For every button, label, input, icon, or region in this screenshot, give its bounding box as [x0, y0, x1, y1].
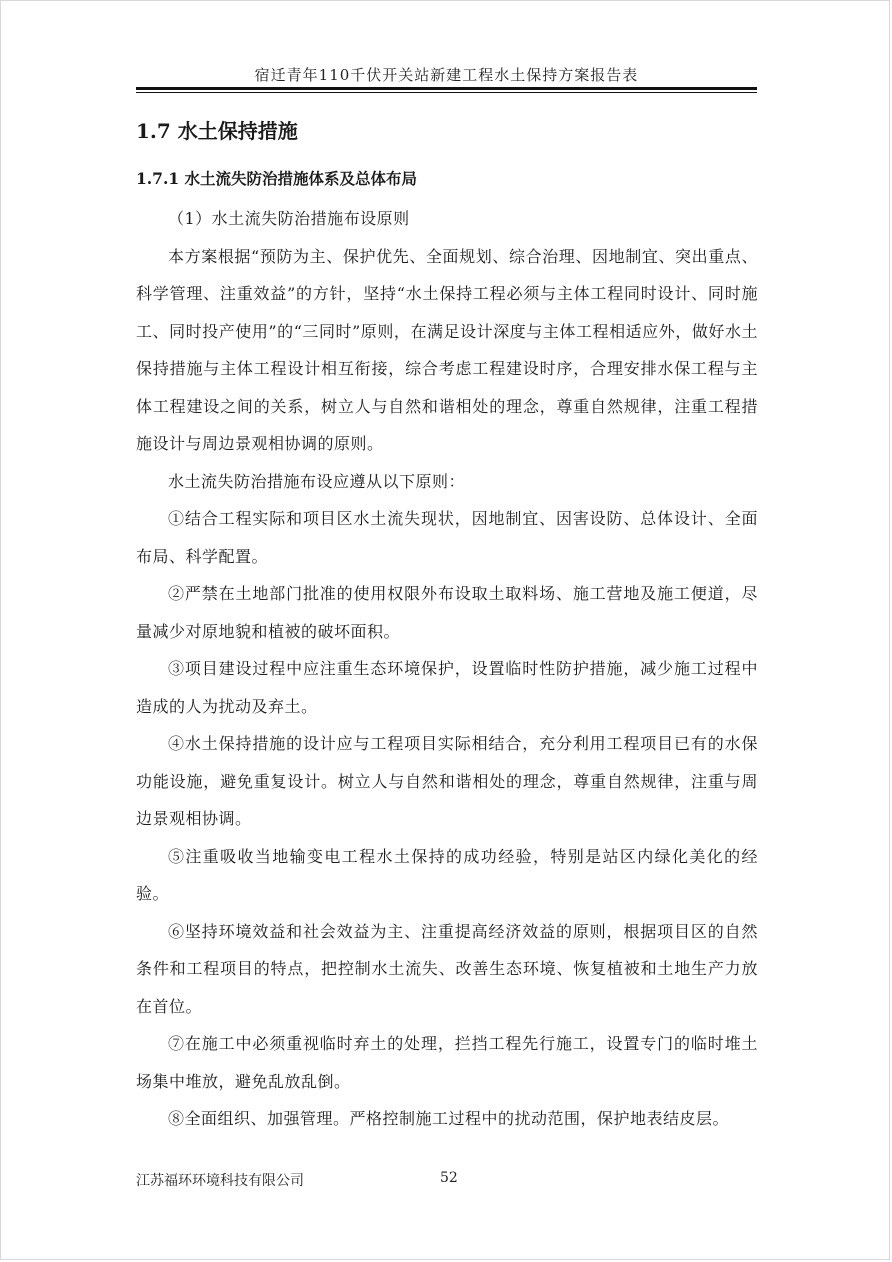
paragraph-principles-lead: 水土流失防治措施布设应遵从以下原则： — [168, 471, 466, 491]
paragraph-principle-8: ⑧全面组织、加强管理。严格控制施工过程中的扰动范围，保护地表结皮层。 — [168, 1109, 730, 1128]
paragraph-principle-3: ③项目建设过程中应注重生态环境保护，设置临时性防护措施，减少施工过程中造成的人为扰动及弃土。 — [136, 659, 758, 716]
paragraph-principle-4: ④水土保持措施的设计应与工程项目实际相结合，充分利用工程项目已有的水保功能设施，避免重复设计。树立人与自然和谐相处的理念，尊重自然规律，注重与周边景观相协调。 — [136, 734, 758, 828]
footer-company: 江苏福环环境科技有限公司 — [136, 1173, 304, 1189]
paragraph-principle-1: ①结合工程实际和项目区水土流失现状，因地制宜、因害设防、总体设计、全面布局、科学配置。 — [136, 509, 758, 566]
paragraph-principle-6: ⑥坚持环境效益和社会效益为主、注重提高经济效益的原则，根据项目区的自然条件和工程项目的特点，把控制水土流失、改善生态环境、恢复植被和土地生产力放在首位。 — [136, 921, 758, 1016]
header-rule-thick — [136, 87, 757, 90]
paragraph-intro: 本方案根据“预防为主、保护优先、全面规划、综合治理、因地制宜、突出重点、科学管理、注重效益”的方针，坚持“水土保持工程必须与主体工程同时设计、同时施工、同时投产使用”的“三同时”原则，在满足设计深度与主体工程相适应外，做好水土保持措施与主体工程设计相互衔接，综合考虑工程建设时序，合理安排水保工程与主体工程建设之间的关系，树立人与自然和谐相处的理念，尊重自然规律，注重工程措施设计与周边景观相协调的原则。 — [136, 246, 758, 453]
paragraph-principle-5: ⑤注重吸收当地输变电工程水土保持的成功经验，特别是站区内绿化美化的经验。 — [136, 846, 758, 903]
subsection-heading: 1.7.1 水土流失防治措施体系及总体布局 — [136, 169, 418, 188]
document-body — [136, 116, 758, 1138]
paragraph-principle-7: ⑦在施工中必须重视临时弃土的处理，拦挡工程先行施工，设置专门的临时堆土场集中堆放，避免乱放乱倒。 — [136, 1034, 758, 1091]
header-rule-thin — [136, 92, 757, 93]
section-heading: 1.7 水土保持措施 — [136, 119, 298, 143]
paragraph-principle-2: ②严禁在土地部门批准的使用权限外布设取土取料场、施工营地及施工便道，尽量减少对原地貌和植被的破坏面积。 — [136, 584, 758, 641]
page-number: 52 — [440, 1170, 458, 1186]
running-header: 宿迁青年110千伏开关站新建工程水土保持方案报告表 — [254, 66, 639, 84]
paragraph-principle-title: （1）水土流失防治措施布设原则 — [168, 209, 410, 228]
